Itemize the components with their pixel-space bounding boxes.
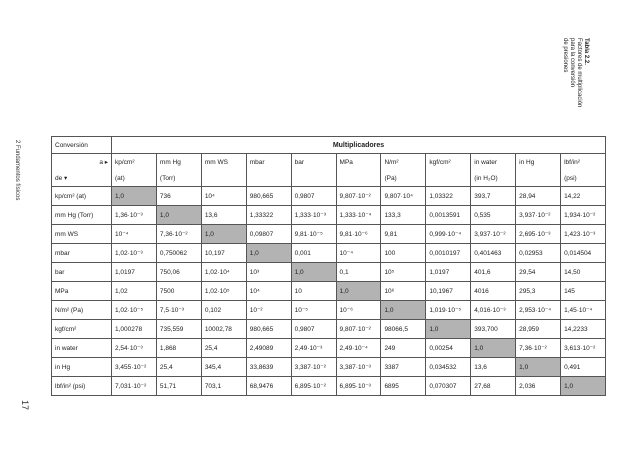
table-cell: 2,49·10⁻³ — [291, 339, 336, 358]
table-cell: 1,03322 — [426, 187, 471, 206]
table-cell: 393,700 — [471, 320, 516, 339]
diagonal-cell: 1,0 — [336, 282, 381, 301]
table-cell: 3,387·10⁻³ — [336, 358, 381, 377]
table-cell: 345,4 — [201, 358, 246, 377]
table-cell: 68,9476 — [246, 377, 291, 396]
column-unit-header: kp/cm² — [112, 154, 157, 171]
table-cell: 28,94 — [516, 187, 561, 206]
table-cell: 0,491 — [561, 358, 606, 377]
table-cell: 0,102 — [201, 301, 246, 320]
table-cell: 10,197 — [201, 244, 246, 263]
table-cell: 2,54·10⁻³ — [112, 339, 157, 358]
column-sub-header — [516, 170, 561, 187]
table-cell: 980,665 — [246, 187, 291, 206]
column-sub-header — [246, 170, 291, 187]
table-cell: 1,0197 — [112, 263, 157, 282]
table-row — [52, 339, 606, 358]
table-cell: 10⁵ — [381, 263, 426, 282]
column-unit-header: bar — [291, 154, 336, 171]
table-cell: 1,019·10⁻⁵ — [426, 301, 471, 320]
column-sub-header — [201, 170, 246, 187]
table-row — [52, 301, 606, 320]
table-cell: 7,5·10⁻³ — [156, 301, 201, 320]
table-cell: 13,6 — [201, 206, 246, 225]
table-cell: 3,613·10⁻² — [561, 339, 606, 358]
table-cell: 2,49·10⁻⁴ — [336, 339, 381, 358]
table-cell: 1,423·10⁻³ — [561, 225, 606, 244]
to-label: a ▸ — [52, 154, 112, 171]
table-cell: 736 — [156, 187, 201, 206]
table-cell: 9,81·10⁻⁵ — [291, 225, 336, 244]
table-cell: 14,22 — [561, 187, 606, 206]
column-sub-header: (Pa) — [381, 170, 426, 187]
table-caption — [561, 38, 589, 108]
table-cell: 133,3 — [381, 206, 426, 225]
table-row — [52, 377, 606, 396]
row-unit-label: N/m² (Pa) — [52, 301, 112, 320]
column-unit-header: in water — [471, 154, 516, 171]
running-header-chapter: 2 Fundamentos físicos — [14, 140, 20, 201]
table-cell: 100 — [381, 244, 426, 263]
table-cell: 0,09807 — [246, 225, 291, 244]
table-cell: 1,02·10⁻³ — [112, 244, 157, 263]
table-cell: 10⁻⁵ — [291, 301, 336, 320]
table-cell: 1,934·10⁻² — [561, 206, 606, 225]
diagonal-cell: 1,0 — [471, 339, 516, 358]
table-cell: 1,45·10⁻⁴ — [561, 301, 606, 320]
column-sub-header — [426, 170, 471, 187]
table-cell: 6,895·10⁻³ — [336, 377, 381, 396]
table-cell: 51,71 — [156, 377, 201, 396]
table-header-row — [52, 137, 606, 154]
table-cell: 98066,5 — [381, 320, 426, 339]
unit-header-row — [52, 154, 606, 171]
table-cell: 2,953·10⁻⁴ — [516, 301, 561, 320]
table-cell: 4,016·10⁻³ — [471, 301, 516, 320]
table-cell: 10,1967 — [426, 282, 471, 301]
table-cell: 3,455·10⁻² — [112, 358, 157, 377]
table-cell: 10⁻⁶ — [336, 301, 381, 320]
table-cell: 7,36·10⁻² — [516, 339, 561, 358]
table-cell: 0,0013591 — [426, 206, 471, 225]
table-row — [52, 263, 606, 282]
table-cell: 295,3 — [516, 282, 561, 301]
table-cell: 6,895·10⁻² — [291, 377, 336, 396]
table-cell: 7,031·10⁻² — [112, 377, 157, 396]
column-sub-header: (psi) — [561, 170, 606, 187]
table-row — [52, 206, 606, 225]
from-label: de ▾ — [52, 170, 112, 187]
table-cell: 1,0197 — [426, 263, 471, 282]
table-cell: 10002,78 — [201, 320, 246, 339]
table-cell: 0,401463 — [471, 244, 516, 263]
table-cell: 1,33322 — [246, 206, 291, 225]
row-unit-label: mbar — [52, 244, 112, 263]
table-cell: 1,333·10⁻⁴ — [336, 206, 381, 225]
table-cell: 29,54 — [516, 263, 561, 282]
caption-title: Tabla 2.2. — [583, 38, 589, 65]
diagonal-cell: 1,0 — [246, 244, 291, 263]
table-row — [52, 244, 606, 263]
table-row — [52, 282, 606, 301]
table-cell: 2,695·10⁻³ — [516, 225, 561, 244]
table-cell: 10⁴ — [246, 282, 291, 301]
table-cell: 7,36·10⁻² — [156, 225, 201, 244]
table-cell: 9,807·10⁴ — [381, 187, 426, 206]
table-cell: 1,333·10⁻³ — [291, 206, 336, 225]
table-cell: 25,4 — [156, 358, 201, 377]
table-cell: 1,02·10⁵ — [201, 282, 246, 301]
diagonal-cell: 1,0 — [561, 377, 606, 396]
table-cell: 145 — [561, 282, 606, 301]
table-cell: 0,00254 — [426, 339, 471, 358]
row-unit-label: bar — [52, 263, 112, 282]
table-cell: 9,81·10⁻⁶ — [336, 225, 381, 244]
table-row — [52, 187, 606, 206]
table-cell: 1,868 — [156, 339, 201, 358]
conversion-table — [51, 136, 606, 396]
column-unit-header: MPa — [336, 154, 381, 171]
table-cell: 0,9807 — [291, 320, 336, 339]
table-cell: 10⁶ — [381, 282, 426, 301]
page-number: 17 — [20, 400, 30, 411]
table-cell: 6895 — [381, 377, 426, 396]
table-cell: 2,036 — [516, 377, 561, 396]
table-cell: 9,807·10⁻² — [336, 187, 381, 206]
table-cell: 27,68 — [471, 377, 516, 396]
table-row — [52, 358, 606, 377]
caption-line: Factores de multiplicación — [576, 38, 582, 108]
table-cell: 9,807·10⁻² — [336, 320, 381, 339]
table-cell: 10⁻² — [246, 301, 291, 320]
table-cell: 0,999·10⁻⁴ — [426, 225, 471, 244]
corner-title: Conversión — [52, 137, 112, 154]
column-unit-header: kgf/cm² — [426, 154, 471, 171]
table-cell: 1,36·10⁻³ — [112, 206, 157, 225]
table-cell: 0,034532 — [426, 358, 471, 377]
table-row — [52, 225, 606, 244]
table-cell: 1,000278 — [112, 320, 157, 339]
diagonal-cell: 1,0 — [201, 225, 246, 244]
table-cell: 10⁴ — [201, 187, 246, 206]
diagonal-cell: 1,0 — [112, 187, 157, 206]
column-sub-header: (at) — [112, 170, 157, 187]
column-unit-header: N/m² — [381, 154, 426, 171]
table-cell: 33,8639 — [246, 358, 291, 377]
table-cell: 0,02953 — [516, 244, 561, 263]
table-cell: 9,81 — [381, 225, 426, 244]
table-cell: 980,665 — [246, 320, 291, 339]
table-cell: 393,7 — [471, 187, 516, 206]
table-cell: 249 — [381, 339, 426, 358]
table-cell: 14,50 — [561, 263, 606, 282]
table-cell: 10³ — [246, 263, 291, 282]
column-unit-header: lbf/in² — [561, 154, 606, 171]
table-cell: 750,06 — [156, 263, 201, 282]
table-cell: 0,9807 — [291, 187, 336, 206]
table-cell: 3,387·10⁻² — [291, 358, 336, 377]
table-cell: 1,02 — [112, 282, 157, 301]
table-cell: 13,6 — [471, 358, 516, 377]
table-cell: 28,959 — [516, 320, 561, 339]
table-cell: 0,014504 — [561, 244, 606, 263]
column-unit-header: mbar — [246, 154, 291, 171]
table-row — [52, 320, 606, 339]
column-sub-header: (in H₂O) — [471, 170, 516, 187]
diagonal-cell: 1,0 — [291, 263, 336, 282]
row-unit-label: mm WS — [52, 225, 112, 244]
row-unit-label: in Hg — [52, 358, 112, 377]
table-cell: 10 — [291, 282, 336, 301]
multipliers-heading: Multiplicadores — [112, 137, 606, 154]
table-cell: 0,535 — [471, 206, 516, 225]
column-unit-header: mm WS — [201, 154, 246, 171]
row-unit-label: lbf/in² (psi) — [52, 377, 112, 396]
table-cell: 703,1 — [201, 377, 246, 396]
table-cell: 0,750062 — [156, 244, 201, 263]
diagonal-cell: 1,0 — [156, 206, 201, 225]
table-cell: 0,001 — [291, 244, 336, 263]
table-cell: 1,02·10⁻⁵ — [112, 301, 157, 320]
column-unit-header: mm Hg — [156, 154, 201, 171]
column-sub-header — [336, 170, 381, 187]
table-cell: 25,4 — [201, 339, 246, 358]
table-cell: 0,0010197 — [426, 244, 471, 263]
row-unit-label: kp/cm² (at) — [52, 187, 112, 206]
table-cell: 735,559 — [156, 320, 201, 339]
unit-sub-header-row — [52, 170, 606, 187]
table-cell: 3,937·10⁻² — [516, 206, 561, 225]
row-unit-label: mm Hg (Torr) — [52, 206, 112, 225]
table-cell: 4016 — [471, 282, 516, 301]
table-cell: 0,1 — [336, 263, 381, 282]
diagonal-cell: 1,0 — [381, 301, 426, 320]
table-cell: 14,2233 — [561, 320, 606, 339]
column-unit-header: in Hg — [516, 154, 561, 171]
diagonal-cell: 1,0 — [516, 358, 561, 377]
caption-line: para la conversión — [569, 38, 575, 88]
table-cell: 3,937·10⁻² — [471, 225, 516, 244]
row-unit-label: MPa — [52, 282, 112, 301]
table-cell: 3387 — [381, 358, 426, 377]
table-cell: 7500 — [156, 282, 201, 301]
column-sub-header: (Torr) — [156, 170, 201, 187]
table-cell: 2,49089 — [246, 339, 291, 358]
row-unit-label: kgf/cm² — [52, 320, 112, 339]
table-cell: 1,02·10⁴ — [201, 263, 246, 282]
table-cell: 10⁻⁴ — [336, 244, 381, 263]
table-cell: 10⁻⁴ — [112, 225, 157, 244]
table-cell: 401,6 — [471, 263, 516, 282]
diagonal-cell: 1,0 — [426, 320, 471, 339]
column-sub-header — [291, 170, 336, 187]
caption-line: de presiones — [562, 38, 568, 73]
table-cell: 0,070307 — [426, 377, 471, 396]
row-unit-label: in water — [52, 339, 112, 358]
